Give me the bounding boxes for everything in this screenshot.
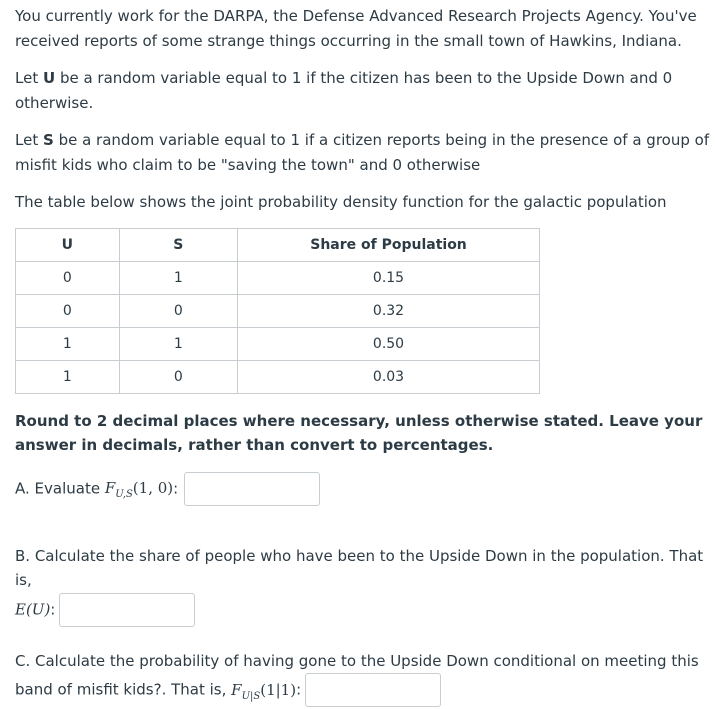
intro-paragraph: You currently work for the DARPA, the Defense Advanced Research Projects Agency. You've received reports of some strange things occurring in the small town of Hawkins, Indiana. [15, 4, 715, 53]
cell-s: 1 [119, 327, 237, 360]
math-arguments: (1, 0) [133, 479, 173, 497]
definition-text: be a random variable equal to 1 if a citizen reports being in the presence of a group of misfit kids who claim to be "saving the town" and 0 otherwise [15, 131, 709, 174]
question-b-text: B. Calculate the share of people who have been to the Upside Down in the population. That is, [15, 544, 715, 593]
math-arguments: (1|1) [260, 681, 296, 699]
question-a-label: A. Evaluate [15, 479, 105, 497]
variable-u: U [43, 69, 55, 87]
colon: : [173, 479, 178, 497]
cell-share: 0.15 [238, 261, 540, 294]
math-function: F [231, 681, 241, 699]
cell-u: 1 [16, 327, 120, 360]
question-content [15, 0, 715, 709]
variable-s-definition [15, 128, 715, 177]
table-row [16, 360, 540, 393]
question-c [15, 649, 715, 709]
table-row [16, 261, 540, 294]
colon: : [50, 600, 55, 618]
cell-share: 0.03 [238, 360, 540, 393]
cell-u: 0 [16, 294, 120, 327]
variable-s: S [43, 131, 54, 149]
question-a-math [105, 479, 173, 497]
table-row [16, 294, 540, 327]
cell-u: 0 [16, 261, 120, 294]
question-b-math: E(U) [15, 600, 50, 618]
math-subscript: U|S [242, 691, 261, 702]
question-a [15, 472, 715, 508]
definition-prefix: Let [15, 69, 43, 87]
header-s: S [119, 228, 237, 261]
question-b [15, 544, 715, 627]
variable-u-definition [15, 66, 715, 115]
answer-a-input[interactable] [184, 472, 320, 506]
header-share: Share of Population [238, 228, 540, 261]
cell-s: 1 [119, 261, 237, 294]
answer-c-input[interactable] [305, 673, 441, 707]
cell-share: 0.32 [238, 294, 540, 327]
definition-text: be a random variable equal to 1 if the citizen has been to the Upside Down and 0 otherwise. [15, 69, 672, 112]
question-c-math [231, 681, 296, 699]
table-header-row [16, 228, 540, 261]
joint-probability-table [15, 228, 540, 394]
cell-s: 0 [119, 360, 237, 393]
definition-prefix: Let [15, 131, 43, 149]
math-subscript: U,S [115, 489, 133, 500]
math-function: F [105, 479, 115, 497]
table-row [16, 327, 540, 360]
cell-share: 0.50 [238, 327, 540, 360]
table-intro: The table below shows the joint probability density function for the galactic population [15, 190, 715, 215]
cell-s: 0 [119, 294, 237, 327]
header-u: U [16, 228, 120, 261]
answer-b-input[interactable] [59, 593, 195, 627]
colon: : [296, 681, 301, 699]
question-b-math-line [15, 593, 715, 627]
cell-u: 1 [16, 360, 120, 393]
rounding-instructions: Round to 2 decimal places where necessary, unless otherwise stated. Leave your answer in decimals, rather than convert to percentages. [15, 409, 715, 458]
question-c-text: C. Calculate the probability of having gone to the Upside Down conditional on meeting this band of misfit kids?. That is, [15, 652, 699, 699]
